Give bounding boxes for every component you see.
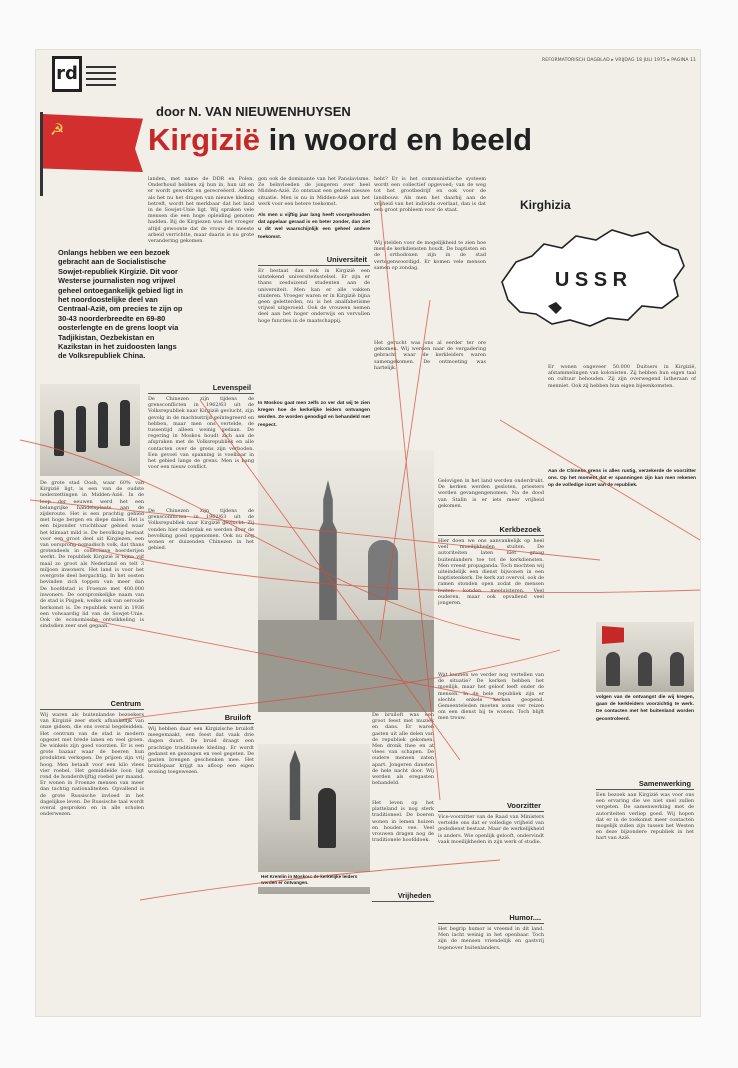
col3-text-a: gen ook de dominante van het Panslavisme. Ze beïnvloeden de jongeren over heel Midden-Azië. Zo ontstaat een geheel nieuwe situatie. Men is nu in Midden-Azië aan het werk voor een betere toekomst.: [258, 176, 370, 207]
col3-text-b: Als men u vijftig jaar lang heeft voorgehouden dat appelaar geraad is en beter zonder, dan ziet u dit wel waarschijnlijk een geheel andere toekomst.: [258, 213, 370, 240]
headline-red: Kirgizië: [148, 122, 260, 157]
rd-logo: [52, 56, 122, 94]
ussr-map: [492, 222, 690, 338]
masthead-line: REFORMATORISCH DAGBLAD ▸ VRIJDAG 18 JULI 1975 ▸ PAGINA 11: [542, 58, 696, 63]
col1-text-b: De hoofdstad is Froenze met 400.000 inwoners. De oorspronkelijke naam van de stad is Pisjpek, welke ook van oeroude herkomst is. De republiek werd in 1936 een volwaardig lid van de Sowjet-Unie. Ook de economische ontwikkeling is sindsdien zeer snel gegaan.: [40, 586, 144, 630]
headline-black: in woord en beeld: [268, 122, 533, 157]
moscow-photo: [258, 450, 434, 712]
col5-text-b: Hier doen we ons aanvankelijk op heel veel moeilijkheden stuiten. De autoriteiten laten niet graag buitenlanders toe tot de kerkdiensten. Men vreest propaganda. Toch mochten wij uiteindelijk een dienst bijwonen in een baptistenkerk. De kerk zat overvol, ook de ramen stonden open zodat de mensen buiten konden meeluisteren. Veel ouderen, maar ook opvallend veel jongeren.: [438, 538, 544, 607]
col5-text-c: Wat kunnen we verder nog vertellen van de situatie? De kerken hebben het moeilijk, maar het geloof leeft onder de mensen. In de hele republiek zijn er slechts enkele kerken geopend. Gemeenteleden moeten soms ver reizen om een dienst bij te wonen. Toch blijft men trouw.: [438, 672, 544, 722]
col6-text-d: Een bezoek aan Kirgizië was voor ons een ervaring die we niet snel zullen vergeten. De samenwerking met de autoriteiten verliep goed. Wij hopen dat er in de toekomst meer contacten mogelijk zullen zijn tussen het Westen en deze bijzondere republiek in het hart van Azië.: [596, 792, 694, 842]
col3-text-e: De bruiloft was een groot feest met muziek en dans. Er waren gasten uit alle delen van de republiek gekomen. Men dronk thee en at vlees van schapen. De oudere mensen zaten apart. Jongeren dansten de hele nacht door. Wij werden als eregasten behandeld.: [372, 712, 434, 787]
headline: [148, 122, 532, 158]
col2-text-b: De Chinezen zijn tijdens de grensconflicten in 1962/63 uit de Volksrepubliek naar Kirgizië gevlucht, zijn gevolg in de machtsstrijd geïntegreerd en hebben, maar men ons vertelde, de tussentijd alleen weinig gedaan. De regering in Moskou houdt zich aan de afspraken met de Volksrepubliek en alle contacten over de grens zijn verboden. Een gevoel van spanning is voelbaar in het gebied langs de grens. Men is bang voor een nieuw conflict.: [148, 396, 254, 471]
logo-letters: rd: [52, 56, 82, 92]
section-voorzitter: Voorzitter: [438, 800, 544, 812]
col4-text-b: Wij stelden voor de mogelijkheid te zien hoe men de kerkdiensten houdt. De baptisten en de orthodoxen zijn in de stad vertegenwoordigd. Er komen vele mensen samen op zondag.: [374, 240, 486, 271]
girls-photo: [596, 622, 694, 692]
section-centrum: Centrum: [40, 698, 144, 710]
flag-icon: [602, 626, 624, 644]
map-title: Kirghizia: [520, 198, 571, 212]
col6-text-b: Aan de Chinese grens is alles rustig, verzekerde de voorzitter ons. Op het moment dat er spanningen zijn kan men rekenen op de volledige inzet van de republiek.: [548, 469, 696, 489]
col5-text-a: Gelovigen in het land werden onderdrukt. De kerken werden gesloten, priesters werden gevangengenomen. Na de dood van Stalin is er iets meer vrijheid gekomen.: [438, 478, 544, 509]
col2-text-d: Wij hebben daar een Kirgizische bruiloft meegemaakt, een feest dat vaak drie dagen duurt. De bruid draagt een prachtige traditionele kleding. Er wordt gedanst en gezongen en veel gegeten. De gasten brengen geschenken mee. Het bruidspaar krijgt na afloop een eigen woning toegewezen.: [148, 726, 254, 776]
section-levenspeil: Levenspeil: [148, 382, 254, 394]
soldiers-photo: [40, 384, 140, 476]
col5-text-d: Vice-voorzitter van de Raad van Ministers vertelde ons dat er volledige vrijheid van godsdienst bestaat. Maar de werkelijkheid is anders. Wie openlijk gelooft, ondervindt vaak moeilijkheden in zijn werk of studie.: [438, 814, 544, 845]
section-bruiloft: Bruiloft: [148, 712, 254, 724]
col4-text-c: Het gerucht was ons al eerder ter ore gekomen. Wij werden naar de vergadering gebracht waar de kerkleiders waren samengekomen. De ontmoeting was hartelijk.: [374, 340, 486, 371]
intro-text: Onlangs hebben we een bezoek gebracht aan de Socialistische Sowjet-republiek Kirgizië. Dit voor Westerse journalisten nog vrijwel geheel ontoegankelijk gebied ligt in het noordoostelijke deel van Centraal-Azië, om precies te zijn op 30-43 noorderbreedte en 69-80 oosterlengte en de grens loopt via Tadjikistan, Oezbekistan en Kazikstan in het zuidoosten langs de Volksrepubliek China.: [58, 248, 183, 361]
col5-text-e: Het begrip humor is vreemd in dit land. Men lacht weinig in het openbaar. Toch zijn de mensen vriendelijk en gastvrij tegenover buitenlanders.: [438, 926, 544, 951]
col2-text-c: De Chinezen zijn tijdens de grensconflicten in 1962/63 uit de Volksrepubliek naar Kirgizië gevlucht. Zij vonden hier onderdak en werden door de bevolking goed opgenomen. Ook nu nog wonen er duizenden Chinezen in het gebied.: [148, 508, 254, 552]
col6-text-a: Er wonen ongeveer 50.000 Duitsers in Kirgizië, afstammelingen van kolonisten. Zij hebben hun eigen taal en cultuur behouden. Zij zijn overwegend lutheraan of menniet. Ook zij hebben hun eigen bijeenkomsten.: [548, 364, 696, 389]
section-universiteit: Universiteit: [258, 254, 370, 266]
map-label: U S S R: [554, 269, 628, 291]
col4-text-a: hebt? Er is het communistische systeem wordt een collectief opgevoed; van de weg tot het grootbedrijf en ook voor de landbouw. Als men het daarbij aan de vrijheid van het individu overlaat, dan is dat een groot probleem voor de staat.: [374, 176, 486, 214]
col3-text-d: In Moskou gaat men zelfs zo ver dat wij te zien kregen hoe de kerkelijke leiders ontvangen worden. Ze worden genodigd en behandeld met respect.: [258, 401, 370, 428]
section-samenwerking: Samenwerking: [596, 778, 694, 790]
soviet-flag-image: [34, 112, 144, 192]
moscow-caption: Het Kremlin in Moskou: de kerkelijke leiders werden er ontvangen.: [258, 872, 370, 887]
cathedral-dome: [368, 540, 398, 600]
kremlin-tower: [308, 480, 348, 620]
byline: door N. VAN NIEUWENHUYSEN: [156, 104, 351, 119]
col3-text-f: Het leven op het platteland is nog sterk traditioneel. De boeren wonen in lemen huizen en houden vee. Veel vrouwen dragen nog de traditionele hoofddoek.: [372, 800, 434, 844]
col1-text-a: De grote stad Oosh, waar 60% van Kirgizië ligt, is een van de oudste nederzettingen in Midden-Azië. In de loop der eeuwen werd het een belangrijke handelsplaats aan de zijderoute. Het is een prachtig gebied met hoge bergen en diepe dalen. Het is een bijzonder vruchtbaar gebied waar het klimaat mild is. De bevolking bestaat voor een groot deel uit Kirgiezen, een van oorsprong nomadisch volk, dat thans grotendeels in collectieve boerderijen werkt. De republiek Kirgizië is bijna vijf maal zo groot als Nederland en telt 3 miljoen inwoners. Het land is voor het overgrote deel bergachtig. In het oosten bevinden zich toppen van meer dan: [40, 480, 144, 584]
hammer-sickle-icon: ☭: [50, 120, 65, 139]
section-humor: Humor....: [438, 912, 544, 924]
col1-text-c: Wij waren als buitenlandse bezoekers van Kirgizië zeer sterk afhankelijk van onze gidsen, die ons overal begeleidden. Het centrum van de stad is modern opgezet met brede lanen en veel groen. De winkels zijn goed voorzien. Er is een grote bazaar waar de boeren hun produkten verkopen. De prijzen zijn vrij hoog. Men betaalt voor een kilo vlees vier roebel. Het gemiddelde loon ligt rond de honderdvijftig roebel per maand. Er wonen in Froenze mensen van meer dan tachtig nationaliteiten. Opvallend is de grote Russische invloed in het dagelijkse leven. De Russische taal wordt overal gesproken en in alle scholen onderwezen.: [40, 712, 144, 818]
col3-text-c: Er bestaat dan ook in Kirgizië een uitstekend universiteitsstelsel. Er zijn er thans zesduizend studenten aan de universiteit. Men kan er alle vakken studeren. Vroeger waren er in Kirgizië bijna geen geletterden, nu is het analfabetisme vrijwel uitgeroeid. Ook de vrouwen nemen deel aan het hoger onderwijs en vervullen hoge functies in de maatschappij.: [258, 268, 370, 324]
walking-man-photo: [258, 744, 370, 894]
section-vrijheden: Vrijheden: [372, 890, 434, 902]
col2-text-a: landen, met name de DDR en Polen. Onderhoud hebben zij hun in, hun uit en er wordt gewerkt en gerecreëerd. Alleen als het nu het dragen van nieuwe kleding betreft, wordt het merkbaar dat het land in de Sowjet-Unie ligt. Wij spraken vele mensen die een hoge opleiding genoten hadden. Bij de Kirgiezen was het vroeger altijd gewoonte dat de vrouw de meeste arbeid verrichtte, maar daarin is nu grote verandering gekomen.: [148, 176, 254, 245]
section-kerkbezoek: Kerkbezoek: [438, 524, 544, 536]
col6-text-c: volgen van de ontvangst die wij kregen, gaan de kerkleiders voorzichtig te werk. De contacten met het buitenland worden gecontroleerd.: [596, 695, 694, 722]
logo-hatch: [86, 62, 116, 86]
